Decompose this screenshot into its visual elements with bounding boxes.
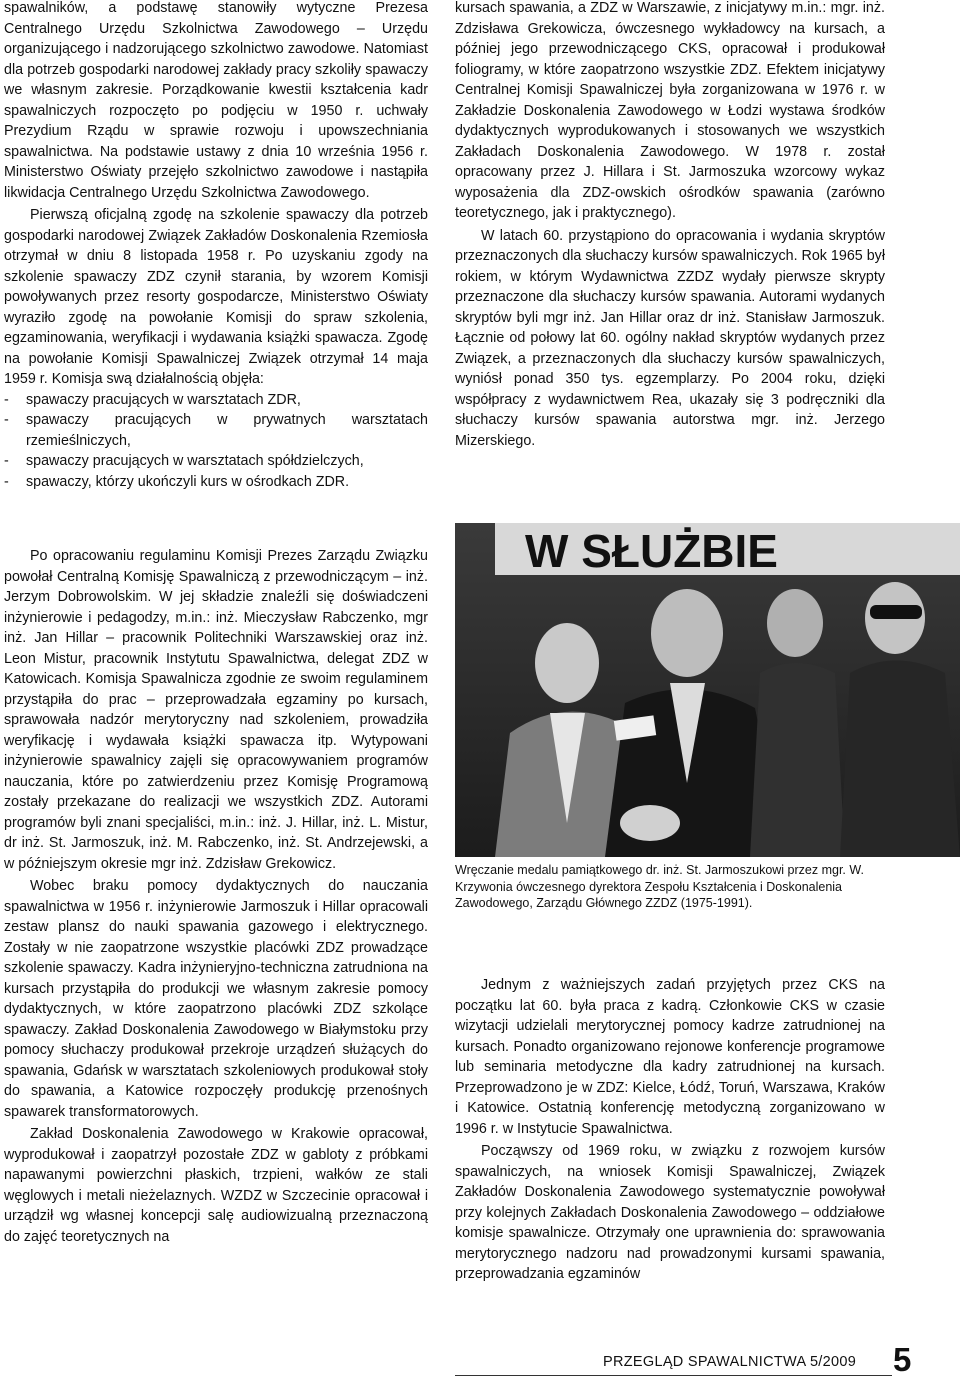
banner-text: W SŁUŻBIE <box>525 525 778 577</box>
paragraph: spawalników, a podstawę stanowiły wytyczne Prezesa Centralnego Urzędu Szkolnictwa Zawodowego – Urzędu organizującego i nadzorującego szkolnictwo zawodowe. Natomiast dla potrzeb gospodarki narodowej zakłady pracy szkoliły spawaczy we własnym zakresie. Porządkowanie kwestii kształcenia kadr spawalniczych rozpoczęto po podjęciu w 1950 r. uchwały Prezydium Rządu w sprawie rozwoju i upowszechniania spawalnictwa. Na podstawie ustawy z dnia 10 września 1956 r. Ministerstwo Oświaty przejęło szkolnictwo zawodowe i nastąpiła likwidacja Centralnego Urzędu Szkolnictwa Zawodowego. <box>4 0 428 201</box>
right-column-top <box>455 0 885 451</box>
list-item: - spawaczy, którzy ukończyli kurs w ośrodkach ZDR. <box>4 472 428 493</box>
commission-scope-list <box>4 390 428 493</box>
right-column-bottom <box>455 975 885 1285</box>
list-item: - spawaczy pracujących w prywatnych warsztatach rzemieślniczych, <box>4 410 428 451</box>
list-item: - spawaczy pracujących w warsztatach spółdzielczych, <box>4 451 428 472</box>
paragraph: Pierwszą oficjalną zgodę na szkolenie spawaczy dla potrzeb gospodarki narodowej Związek Zakładów Doskonalenia Rzemiosła otrzymał w dniu 8 listopada 1958 r. Po uzyskaniu zgody na szkolenie spawaczy ZDZ czynił starania, by wzorem Komisji powoływanych przez resorty gospodarcze, Ministerstwo Oświaty wyraziło zgodę na powołanie Komisji do spraw szkolenia, egzaminowania, weryfikacji i wydawania książki spawacza. Zgodę na powołanie Komisji Spawalniczej Związek otrzymał 14 maja 1959 r. Komisja swą działalnością objęła: <box>4 207 428 387</box>
photo-caption: Wręczanie medalu pamiątkowego dr. inż. St. Jarmoszukowi przez mgr. W. Krzywonia ówczesnego dyrektora Zespołu Kształcenia i Doskonalenia Zawodowego, Zarządu Głównego ZZDZ (1975-1991). <box>455 863 864 910</box>
person-head <box>535 623 599 703</box>
archival-photo <box>455 523 960 857</box>
list-item: - spawaczy pracujących w warsztatach ZDR, <box>4 390 428 411</box>
paragraph: Po opracowaniu regulaminu Komisji Prezes Zarządu Związku powołał Centralną Komisję Spawalniczą z przewodniczącym – inż. Jerzym Dobrowolskim. W jej składzie znaleźli się doświadczeni inżynierowie i pedagodzy, m.in.: inż. Mieczysław Rabczenko, mgr inż. Jan Hillar – pracownik Politechniki Warszawskiej oraz inż. Leon Mistur, pracownik Instytutu Spawalnictwa, delegat ZDZ w Katowicach. Komisja Spawalnicza zgodnie ze swoim regulaminem przystąpiła do prac – przeprowadzała egzaminy po kursach, sprawowała nadzór merytoryczny nad szkoleniem, prowadziła weryfikację i wydawała książki spawacza itp. Wytypowani inżynierowie spawalnicy zajęli się opracowywaniem programów nauczania, które po zatwierdzeniu przez Komisję Programową zostały przekazane do realizacji we wszystkich ZDZ. Autorami programów byli znani specjaliści, m.in.: inż. J. Hillar, inż. L. Mistur, dr inż. St. Jarmoszuk, inż. M. Rabczenko, inż. St. Andrzejewski, a w późniejszym okresie mgr inż. Zdzisław Grekowicz. <box>4 548 428 872</box>
paragraph: Jednym z ważniejszych zadań przyjętych przez CKS na początku lat 60. była praca z kadrą. Członkowie CKS w czasie wizytacji udzielali merytorycznej pomocy kadrze zatrudnionej na kursach. Ponadto organizowano rejonowe konferencje programowe lub seminaria metodyczne dla kadry zatrudnionej na kursach. Przeprowadzono je w ZDZ: Kielce, Łódź, Toruń, Warszawa, Kraków i Katowice. Ostatnią konferencję metodyczną zorganizowano w 1996 r. w Instytucie Spawalnictwa. <box>455 977 885 1137</box>
left-column-bottom <box>4 546 428 1247</box>
paragraph: Zakład Doskonalenia Zawodowego w Krakowie opracował, wyprodukował i zaopatrzył pozostałe ZDZ w gabloty z próbkami napawanymi powierzchni płaskich, trzpieni, wałków ze stali węglowych i metali nieżelaznych. WZDZ w Szczecinie opracował i urządził wg własnej koncepcji salę audiowizualną przeznaczoną do zajęć teoretycznych na <box>4 1126 428 1245</box>
handshake <box>620 805 680 841</box>
person-head <box>651 589 723 677</box>
photo-illustration <box>455 523 960 857</box>
page-number: 5 <box>893 1341 912 1378</box>
paragraph: Wobec braku pomocy dydaktycznych do nauczania spawalnictwa w 1956 r. inżynierowie Jarmoszuk i Hillar opracowali zestaw plansz do nauki spawania gazowego i elektrycznego. Zostały w nie zaopatrzone wszystkie placówki ZDZ prowadzące szkolenie spawaczy. Kadra inżynieryjno-techniczna zatrudniona na kursach przystąpiła do produkcji we własnym zakresie pomocy dydaktycznych, w które zaopatrzono placówki ZDZ szkolące spawaczy. Zakład Doskonalenia Zawodowego w Białymstoku przy pomocy słuchaczy produkował przekroje urządzeń służących do spawania, Gdańsk w warsztatach szkoleniowych produkował stoły do spawania, a Katowice rozpoczęły produkcję przenośnych spawarek transformatorowych. <box>4 878 428 1120</box>
paragraph: Począwszy od 1969 roku, w związku z rozwojem kursów spawalniczych, na wniosek Komisji Spawalniczej, Związek Zakładów Doskonalenia Zawodowego systematycznie powoływał przy kolejnych Zakładach Doskonalenia Zawodowego – oddziałowe komisje spawalnicze. Otrzymały one uprawnienia do: sprawowania merytorycznego nadzoru nad prowadzonymi kursami spawania, przeprowadzania egzaminów <box>455 1143 885 1282</box>
journal-name: PRZEGLĄD SPAWALNICTWA 5/2009 <box>603 1354 857 1370</box>
left-column-top <box>4 0 428 492</box>
footer-rule <box>455 1375 892 1376</box>
person-head <box>767 589 823 657</box>
paragraph: W latach 60. przystąpiono do opracowania i wydania skryptów przeznaczonych dla słuchaczy kursów spawalniczych. Rok 1965 był rokiem, w którym Wydawnictwa ZZDZ wydały pierwsze skrypty przeznaczone dla słuchaczy kursów spawania. Autorami wydanych skryptów byli mgr inż. Jan Hillar oraz dr inż. Stanisław Jarmoszuk. Łącznie od połowy lat 60. ogólny nakład skryptów wydanych przez Związek, a przeznaczonych dla słuchaczy kursów spawalniczych, wyniósł ponad 350 tys. egzemplarzy. Po 2004 roku, dzięki współpracy z wydawnictwem Rea, ukazały się 3 podręczniki dla słuchaczy kursów spawania autorstwa mgr. inż. Jerzego Mizerskiego. <box>455 227 885 449</box>
paragraph: kursach spawania, a ZDZ w Warszawie, z inicjatywy m.in.: mgr. inż. Zdzisława Grekowicza, ówczesnego wykładowcy na kursach, a później jego przewodniczącego CKS, opracował i produkował foliogramy, w które zaopatrzono wszystkie ZDZ. Efektem inicjatywy Centralnej Komisji Spawalniczej była zorganizowana w 1976 r. w Zakładzie Doskonalenia Zawodowego w Łodzi wystawa środków dydaktycznych wyprodukowanych i stosowanych we wszystkich Zakładach Doskonalenia Zawodowego. W 1978 r. został opracowany przez J. Hillara i St. Jarmoszuka wzorcowy wykaz wyposażenia dla ZDZ-owskich ośrodków spawania (zarówno teoretycznego, jak i praktycznego). <box>455 0 885 221</box>
